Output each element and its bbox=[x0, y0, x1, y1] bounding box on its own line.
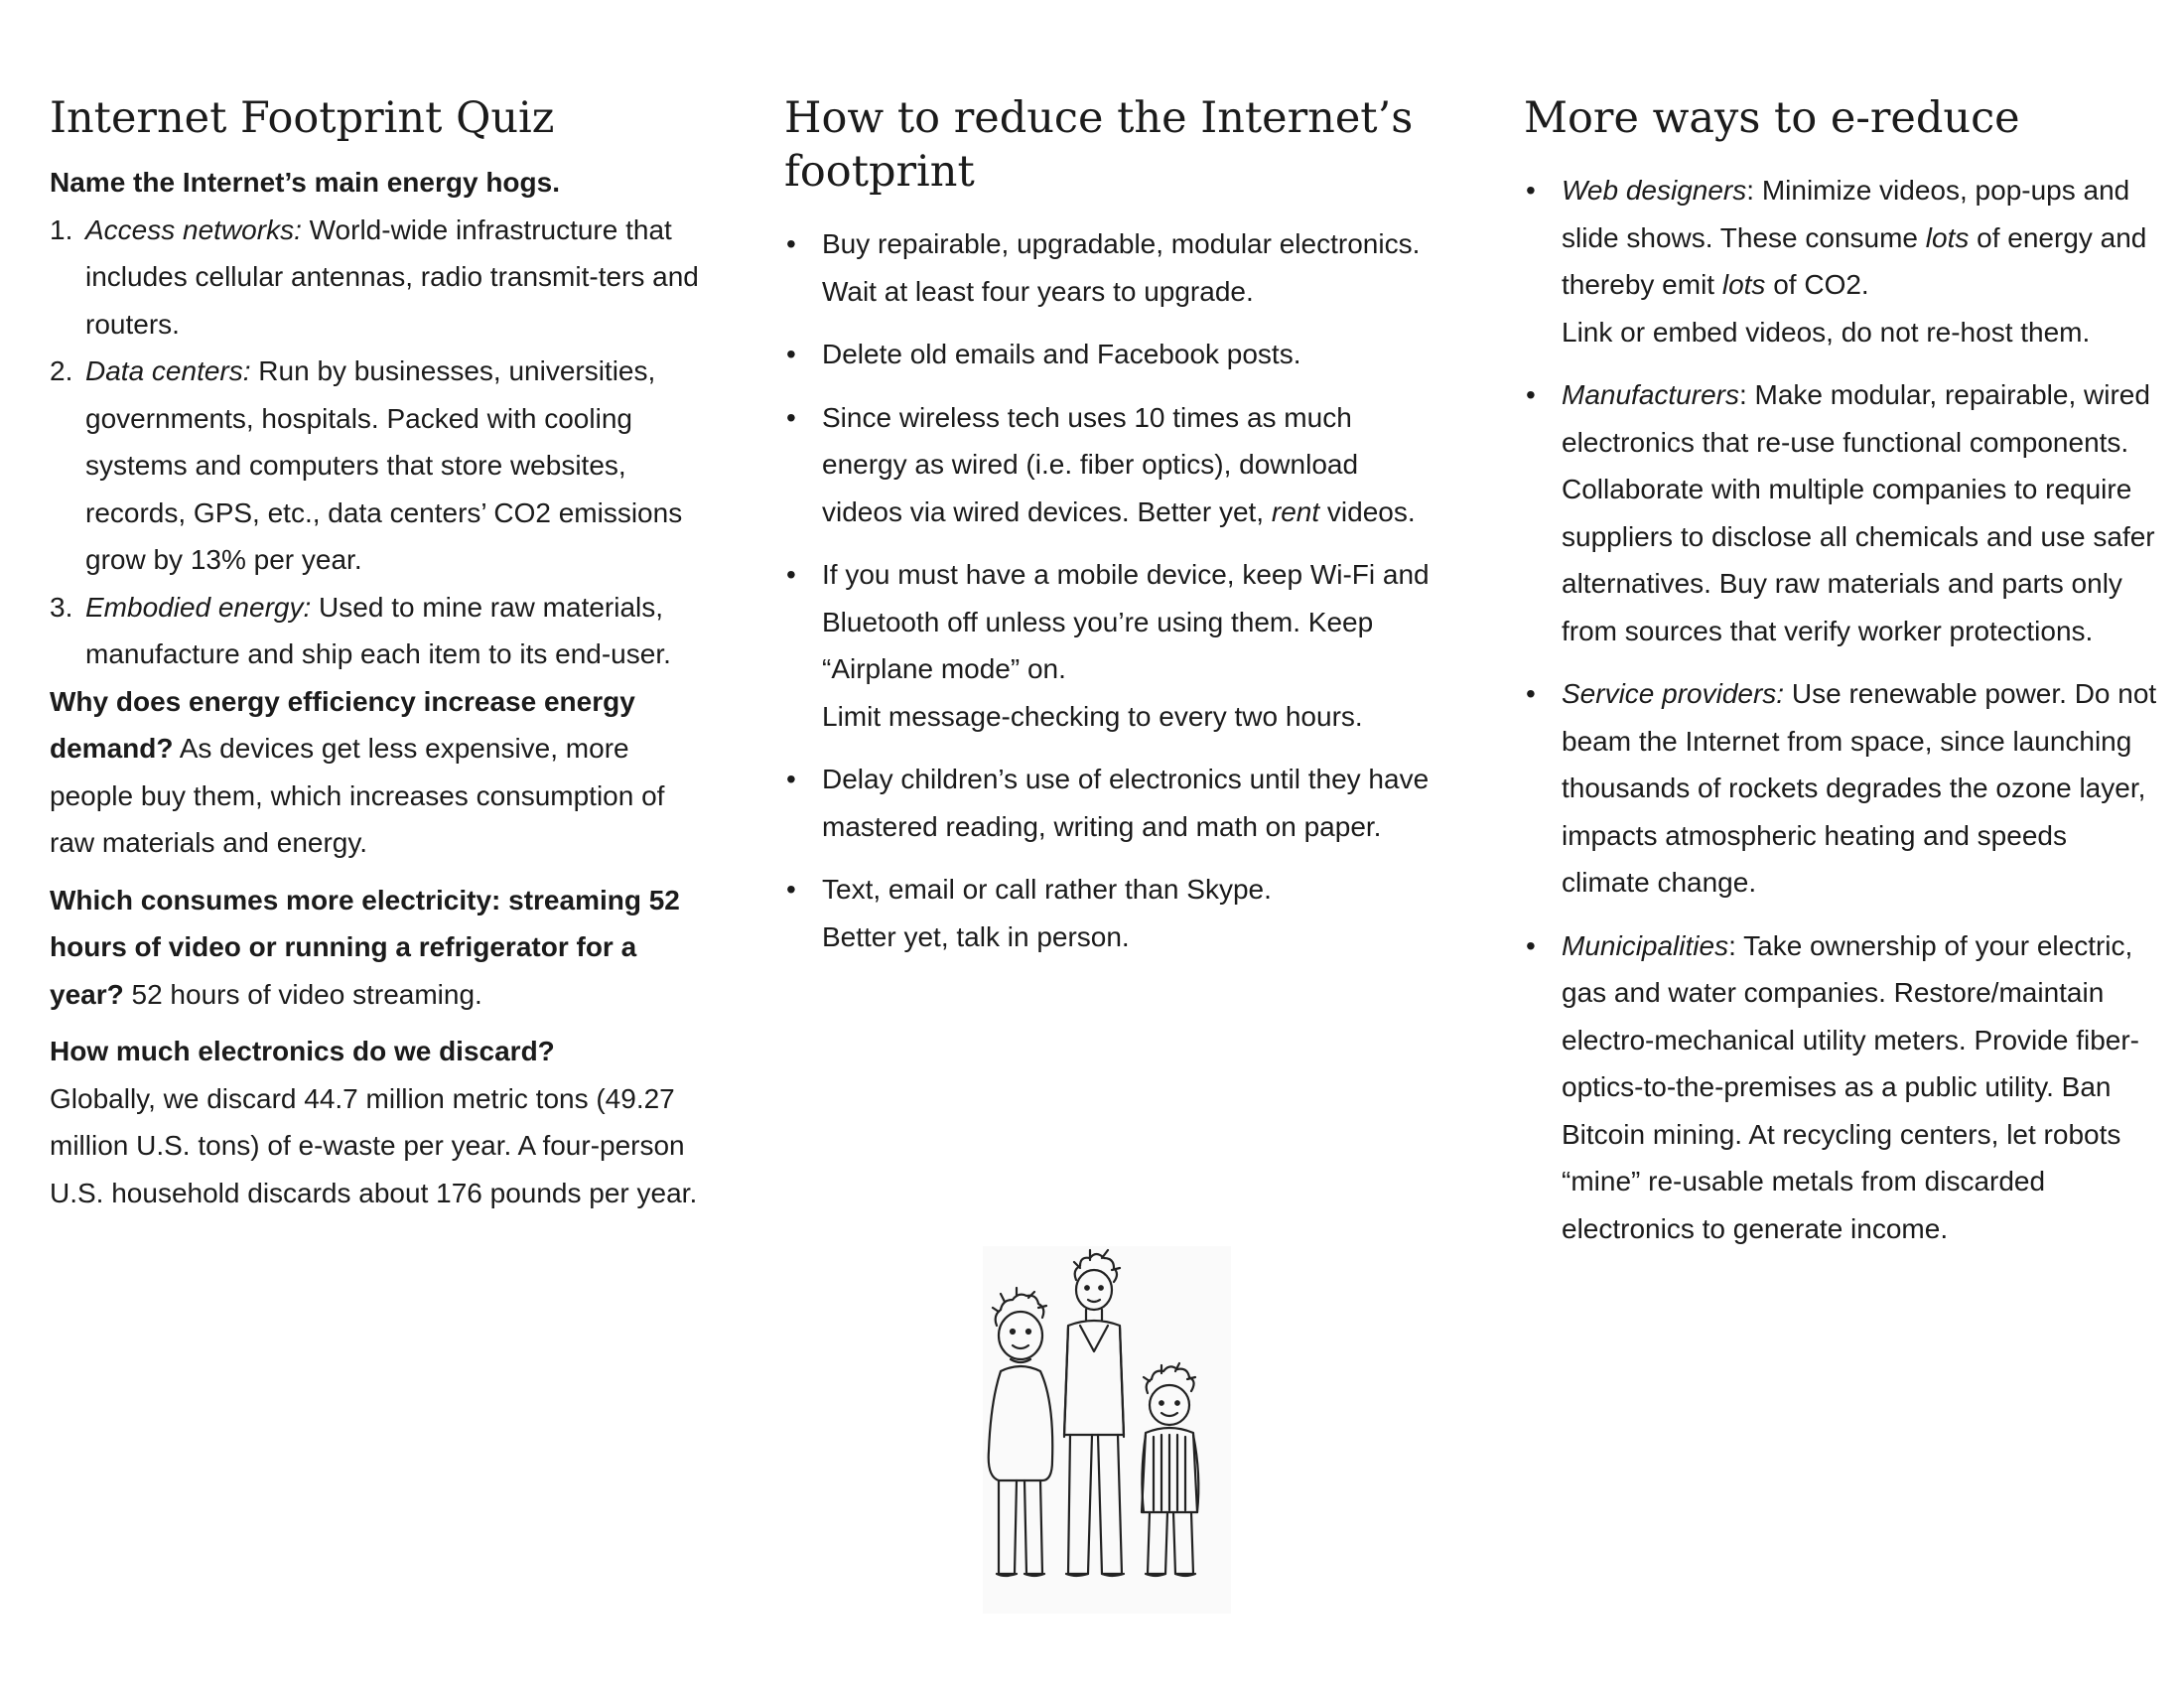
quiz-question-discard: How much electronics do we discard? bbox=[50, 1036, 555, 1066]
list-item: • Delay children’s use of electronics until they have mastered reading, writing and math on paper. bbox=[784, 756, 1439, 850]
list-item: • Buy repairable, upgradable, modular electronics. Wait at least four years to upgrade. bbox=[784, 220, 1439, 315]
reduce-column bbox=[784, 91, 1439, 976]
list-item: • Web designers: Minimize videos, pop-ups and slide shows. These consume lots of energy and thereby emit lots of CO2. Link or embed videos, do not re-host them. bbox=[1524, 167, 2159, 355]
list-item: • Manufacturers: Make modular, repairable, wired electronics that re-use functional components. Collaborate with multiple companies to require suppliers to disclose all chemicals and use safer alternatives. Buy raw materials and parts only from sources that verify worker protections. bbox=[1524, 371, 2159, 654]
more-ways-title: More ways to e-reduce bbox=[1524, 93, 2020, 143]
list-item: 1. Access networks: World-wide infrastructure that includes cellular antennas, radio transmit-ters and routers. bbox=[50, 213, 699, 340]
quiz-column bbox=[50, 91, 705, 1216]
list-item: • Service providers: Use renewable power. Do not beam the Internet from space, since launching thousands of rockets degrades the ozone layer, impacts atmospheric heating and speeds climate change. bbox=[1524, 670, 2159, 907]
list-item: • Text, email or call rather than Skype. Better yet, talk in person. bbox=[784, 866, 1439, 960]
reduce-title: How to reduce the Internet’s footprint bbox=[784, 93, 1414, 197]
energy-hogs-list bbox=[50, 207, 705, 678]
reduce-list bbox=[784, 220, 1439, 960]
quiz-answer-discard: Globally, we discard 44.7 million metric tons (49.27 million U.S. tons) of e-waste per year. A four-person U.S. household discards about 176 pounds per year. bbox=[50, 1082, 698, 1208]
quiz-question-energy-hogs: Name the Internet’s main energy hogs. bbox=[50, 167, 560, 198]
list-item: • Since wireless tech uses 10 times as much energy as wired (i.e. fiber optics), download videos via wired devices. Better yet, rent videos. bbox=[784, 394, 1439, 536]
more-ways-column bbox=[1524, 91, 2159, 1268]
list-item: 2. Data centers: Run by businesses, universities, governments, hospitals. Packed with cooling systems and computers that store websites, records, GPS, etc., data centers’ CO2 emissions grow by 13% per year. bbox=[50, 355, 683, 575]
more-ways-list bbox=[1524, 167, 2159, 1252]
family-drawing-icon bbox=[983, 1246, 1231, 1614]
quiz-answer-efficiency: Why does energy efficiency increase energy demand? As devices get less expensive, more people buy them, which increases consumption of raw materials and energy. bbox=[50, 685, 665, 858]
list-item: • Municipalities: Take ownership of your electric, gas and water companies. Restore/maintain electro-mechanical utility meters. Provide fiber-optics-to-the-premises as a public utility. Ban Bitcoin mining. At recycling centers, let robots “mine” re-usable metals from discarded electronics to generate income. bbox=[1524, 922, 2159, 1253]
quiz-title: Internet Footprint Quiz bbox=[50, 93, 555, 143]
list-item: • Delete old emails and Facebook posts. bbox=[784, 331, 1439, 378]
list-item: 3. Embodied energy: Used to mine raw materials, manufacture and ship each item to its end-user. bbox=[50, 591, 671, 669]
list-item: • If you must have a mobile device, keep Wi-Fi and Bluetooth off unless you’re using them. Keep “Airplane mode” on. Limit message-checking to every two hours. bbox=[784, 551, 1439, 740]
quiz-answer-electricity: Which consumes more electricity: streaming 52 hours of video or running a refrigerator for a year? 52 hours of video streaming. bbox=[50, 884, 680, 1010]
